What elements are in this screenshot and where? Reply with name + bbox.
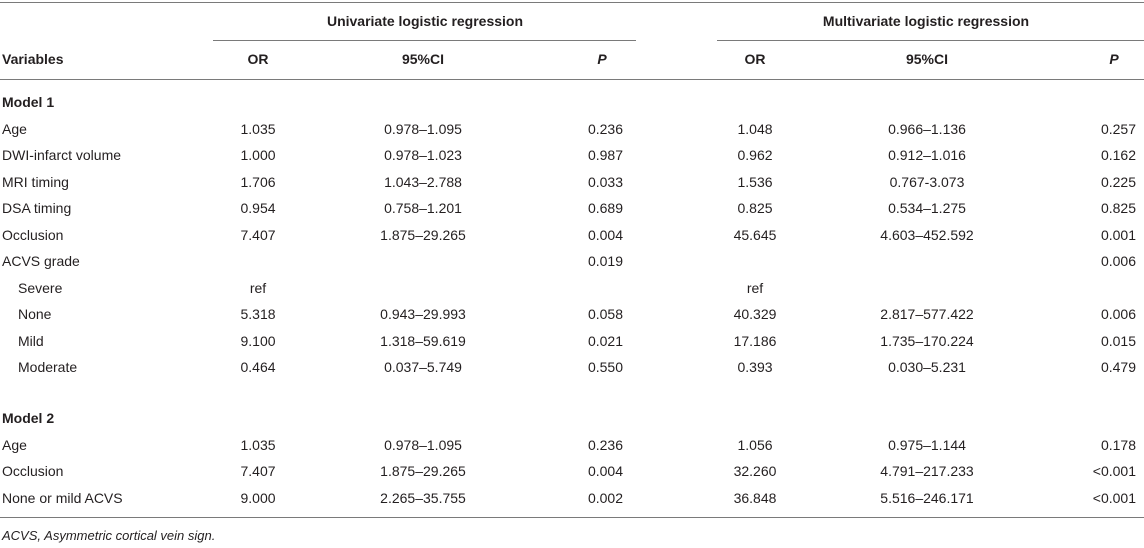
col-variables: Variables <box>2 51 64 67</box>
col-multivariate-ci: 95%CI <box>905 51 949 67</box>
univariate-ci-cell: 1.875–29.265 <box>380 226 466 243</box>
multivariate-ci-cell: 5.516–246.171 <box>880 489 974 506</box>
multivariate-or-cell: 36.848 <box>733 489 777 506</box>
univariate-ci-cell: 0.978–1.095 <box>384 120 462 137</box>
univariate-or-cell: 5.318 <box>240 306 276 322</box>
univariate-or-cell: 7.407 <box>240 463 276 479</box>
row-label: DWI-infarct volume <box>2 147 122 163</box>
row-label: Age <box>2 436 27 453</box>
univariate-or-cell: 1.000 <box>240 147 276 163</box>
row-label: Mild <box>18 332 44 349</box>
univariate-or-cell: 1.035 <box>240 436 276 453</box>
univariate-p-cell: 0.236 <box>587 120 623 137</box>
multivariate-or-cell: 0.962 <box>737 147 773 163</box>
univariate-or-cell: 0.464 <box>240 359 276 375</box>
univariate-header: Univariate logistic regression <box>326 13 524 29</box>
multivariate-p-cell: 0.225 <box>1100 173 1136 190</box>
col-multivariate-or: OR <box>744 51 766 67</box>
multivariate-ci-cell: 0.975–1.144 <box>888 436 966 453</box>
model-title: Model 2 <box>2 410 55 426</box>
col-univariate-ci: 95%CI <box>401 51 445 67</box>
multivariate-or-cell: 45.645 <box>733 226 777 243</box>
multivariate-ci-cell: 0.912–1.016 <box>888 147 966 163</box>
multivariate-or-cell: 0.393 <box>737 359 773 375</box>
row-label: Age <box>2 120 27 137</box>
multivariate-p-cell: 0.006 <box>1100 253 1136 269</box>
univariate-ci-cell: 0.943–29.993 <box>380 306 466 322</box>
univariate-ci-cell: 0.037–5.749 <box>384 359 462 375</box>
multivariate-p-cell: 0.479 <box>1100 359 1136 375</box>
univariate-ci-cell: 0.978–1.023 <box>384 147 462 163</box>
multivariate-or-cell: 1.048 <box>737 120 773 137</box>
univariate-ci-cell: 0.758–1.201 <box>384 200 462 216</box>
multivariate-or-cell: 1.536 <box>737 173 773 190</box>
univariate-or-cell: 9.000 <box>240 489 276 506</box>
multivariate-p-cell: 0.825 <box>1100 200 1136 216</box>
row-label: Moderate <box>18 359 78 375</box>
row-label: None or mild ACVS <box>2 489 123 506</box>
multivariate-rule <box>717 40 1144 41</box>
row-label: DSA timing <box>2 200 72 216</box>
col-multivariate-p: P <box>1109 51 1119 67</box>
univariate-or-cell: 7.407 <box>240 226 276 243</box>
univariate-ci-cell: 0.978–1.095 <box>384 436 462 453</box>
multivariate-ci-cell: 0.767-3.073 <box>889 173 965 190</box>
univariate-p-cell: 0.004 <box>587 463 623 479</box>
multivariate-or-cell: 17.186 <box>733 332 777 349</box>
multivariate-ci-cell: 0.966–1.136 <box>888 120 966 137</box>
row-label: Occlusion <box>2 463 64 479</box>
univariate-ci-cell: 2.265–35.755 <box>380 489 466 506</box>
univariate-ci-cell: 1.318–59.619 <box>380 332 466 349</box>
multivariate-or-cell: 1.056 <box>737 436 773 453</box>
univariate-p-cell: 0.236 <box>587 436 623 453</box>
table-footnote: ACVS, Asymmetric cortical vein sign. <box>2 528 216 543</box>
multivariate-ci-cell: 2.817–577.422 <box>880 306 974 322</box>
univariate-or-cell: 0.954 <box>240 200 276 216</box>
multivariate-or-cell: 32.260 <box>733 463 777 479</box>
multivariate-p-cell: <0.001 <box>1092 489 1136 506</box>
univariate-p-cell: 0.550 <box>587 359 623 375</box>
univariate-or-cell: 9.100 <box>240 332 276 349</box>
univariate-p-cell: 0.021 <box>587 332 623 349</box>
univariate-p-cell: 0.004 <box>587 226 623 243</box>
multivariate-p-cell: 0.178 <box>1100 436 1136 453</box>
multivariate-or-cell: ref <box>746 279 764 296</box>
multivariate-p-cell: <0.001 <box>1092 463 1136 479</box>
model-title: Model 1 <box>2 94 55 110</box>
table-top-rule <box>0 2 1144 3</box>
row-label: Severe <box>18 279 63 296</box>
multivariate-ci-cell: 0.534–1.275 <box>888 200 966 216</box>
univariate-p-cell: 0.019 <box>587 253 623 269</box>
row-label: None <box>18 306 52 322</box>
univariate-ci-cell: 1.875–29.265 <box>380 463 466 479</box>
univariate-p-cell: 0.002 <box>587 489 623 506</box>
multivariate-p-cell: 0.257 <box>1100 120 1136 137</box>
multivariate-ci-cell: 1.735–170.224 <box>880 332 974 349</box>
header-bottom-rule <box>0 79 1144 80</box>
univariate-or-cell: ref <box>249 279 267 296</box>
univariate-p-cell: 0.689 <box>587 200 623 216</box>
table-bottom-rule <box>0 517 1144 518</box>
multivariate-p-cell: 0.162 <box>1100 147 1136 163</box>
multivariate-header: Multivariate logistic regression <box>822 13 1030 29</box>
row-label: MRI timing <box>2 173 69 190</box>
multivariate-ci-cell: 4.791–217.233 <box>880 463 974 479</box>
multivariate-p-cell: 0.006 <box>1100 306 1136 322</box>
univariate-ci-cell: 1.043–2.788 <box>384 173 462 190</box>
univariate-p-cell: 0.058 <box>587 306 623 322</box>
col-univariate-or: OR <box>247 51 269 67</box>
univariate-rule <box>213 40 636 41</box>
univariate-p-cell: 0.033 <box>587 173 623 190</box>
univariate-or-cell: 1.035 <box>240 120 276 137</box>
univariate-p-cell: 0.987 <box>587 147 623 163</box>
multivariate-ci-cell: 4.603–452.592 <box>880 226 974 243</box>
multivariate-or-cell: 0.825 <box>737 200 773 216</box>
row-label: Occlusion <box>2 226 64 243</box>
col-univariate-p: P <box>597 51 607 67</box>
multivariate-p-cell: 0.001 <box>1100 226 1136 243</box>
multivariate-or-cell: 40.329 <box>733 306 777 322</box>
multivariate-p-cell: 0.015 <box>1100 332 1136 349</box>
row-label: ACVS grade <box>2 253 80 269</box>
univariate-or-cell: 1.706 <box>240 173 276 190</box>
multivariate-ci-cell: 0.030–5.231 <box>888 359 966 375</box>
